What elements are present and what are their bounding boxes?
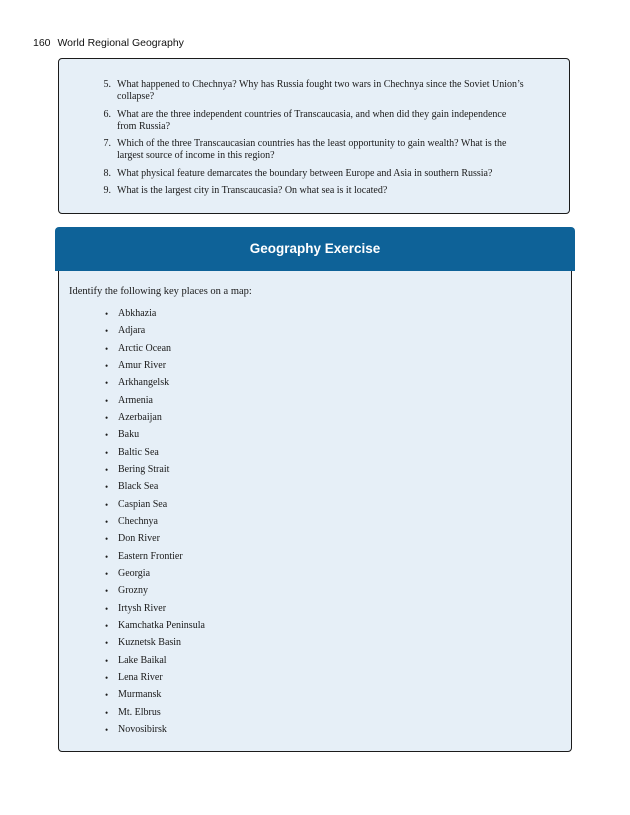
place-list-item xyxy=(105,480,205,497)
bullet-icon: • xyxy=(105,430,109,441)
place-list-item xyxy=(105,532,205,549)
question-text: What is the largest city in Transcaucasia? On what sea is it located? xyxy=(117,185,388,197)
place-name: Baku xyxy=(118,429,140,441)
question-item xyxy=(97,185,527,197)
place-name: Arkhangelsk xyxy=(118,377,170,389)
place-list-item xyxy=(105,706,205,723)
place-name: Arctic Ocean xyxy=(118,342,172,354)
bullet-icon: • xyxy=(105,360,109,371)
place-list-item xyxy=(105,342,205,359)
bullet-icon: • xyxy=(105,568,109,579)
question-item xyxy=(97,168,527,180)
place-name: Lena River xyxy=(118,671,163,683)
bullet-icon: • xyxy=(105,638,109,649)
place-name: Georgia xyxy=(118,567,151,579)
bullet-icon: • xyxy=(105,551,109,562)
place-list-item xyxy=(105,324,205,341)
place-list-item xyxy=(105,446,205,463)
question-text: What physical feature demarcates the boundary between Europe and Asia in southern Russia? xyxy=(117,167,493,179)
bullet-icon: • xyxy=(105,378,109,389)
key-places-list xyxy=(105,307,205,740)
question-item xyxy=(97,138,527,163)
place-name: Armenia xyxy=(118,394,153,406)
place-name: Adjara xyxy=(118,325,146,337)
question-number: 9. xyxy=(103,185,111,197)
place-name: Kuznetsk Basin xyxy=(118,637,182,649)
place-name: Bering Strait xyxy=(118,463,170,475)
place-list-item xyxy=(105,307,205,324)
question-number: 7. xyxy=(103,138,111,150)
place-list-item xyxy=(105,498,205,515)
bullet-icon: • xyxy=(105,464,109,475)
place-list-item xyxy=(105,671,205,688)
question-number: 5. xyxy=(103,79,111,90)
review-questions-list xyxy=(97,79,527,202)
place-name: Novosibirsk xyxy=(118,723,167,735)
place-name: Don River xyxy=(118,533,160,545)
bullet-icon: • xyxy=(105,499,109,510)
bullet-icon: • xyxy=(105,707,109,718)
place-name: Baltic Sea xyxy=(118,446,159,458)
bullet-icon: • xyxy=(105,412,109,423)
place-name: Lake Baikal xyxy=(118,654,167,666)
geography-exercise-box xyxy=(58,229,572,752)
place-list-item xyxy=(105,602,205,619)
running-head xyxy=(33,37,184,49)
place-name: Black Sea xyxy=(118,481,159,493)
place-name: Abkhazia xyxy=(118,308,157,319)
place-list-item xyxy=(105,584,205,601)
question-text: What are the three independent countries of Transcaucasia, and when did they gain independence from Russia? xyxy=(117,108,507,132)
place-name: Grozny xyxy=(118,585,148,597)
place-name: Irtysh River xyxy=(118,602,167,614)
place-name: Azerbaijan xyxy=(118,411,162,423)
place-list-item xyxy=(105,428,205,445)
place-name: Murmansk xyxy=(118,689,162,701)
bullet-icon: • xyxy=(105,326,109,337)
place-name: Eastern Frontier xyxy=(118,550,183,562)
bullet-icon: • xyxy=(105,603,109,614)
review-questions-box xyxy=(58,58,570,214)
bullet-icon: • xyxy=(105,724,109,735)
place-list-item xyxy=(105,654,205,671)
bullet-icon: • xyxy=(105,395,109,406)
bullet-icon: • xyxy=(105,586,109,597)
place-list-item xyxy=(105,515,205,532)
question-number: 8. xyxy=(103,167,111,179)
exercise-intro: Identify the following key places on a map: xyxy=(69,286,252,297)
question-text: Which of the three Transcaucasian countries has the least opportunity to gain wealth? What is the largest source of income in this region? xyxy=(117,138,507,162)
bullet-icon: • xyxy=(105,690,109,701)
place-list-item xyxy=(105,463,205,480)
place-list-item xyxy=(105,376,205,393)
bullet-icon: • xyxy=(105,534,109,545)
place-list-item xyxy=(105,550,205,567)
exercise-title: Geography Exercise xyxy=(55,227,575,271)
bullet-icon: • xyxy=(105,516,109,527)
bullet-icon: • xyxy=(105,672,109,683)
question-item xyxy=(97,79,527,104)
place-list-item xyxy=(105,411,205,428)
bullet-icon: • xyxy=(105,482,109,493)
place-list-item xyxy=(105,723,205,740)
place-name: Mt. Elbrus xyxy=(118,706,161,718)
place-list-item xyxy=(105,619,205,636)
place-name: Chechnya xyxy=(118,515,158,527)
question-item xyxy=(97,109,527,134)
question-text: What happened to Chechnya? Why has Russia fought two wars in Chechnya since the Soviet Union’s collapse? xyxy=(117,79,524,103)
place-list-item xyxy=(105,636,205,653)
page-number: 160 xyxy=(33,37,51,49)
bullet-icon: • xyxy=(105,343,109,354)
bullet-icon: • xyxy=(105,447,109,458)
place-list-item xyxy=(105,567,205,584)
bullet-icon: • xyxy=(105,620,109,631)
place-list-item xyxy=(105,394,205,411)
place-list-item xyxy=(105,688,205,705)
place-list-item xyxy=(105,359,205,376)
question-number: 6. xyxy=(103,108,111,120)
place-name: Amur River xyxy=(118,359,167,371)
book-title: World Regional Geography xyxy=(57,37,184,49)
bullet-icon: • xyxy=(105,309,109,319)
place-name: Caspian Sea xyxy=(118,498,168,510)
place-name: Kamchatka Peninsula xyxy=(118,619,205,631)
bullet-icon: • xyxy=(105,655,109,666)
